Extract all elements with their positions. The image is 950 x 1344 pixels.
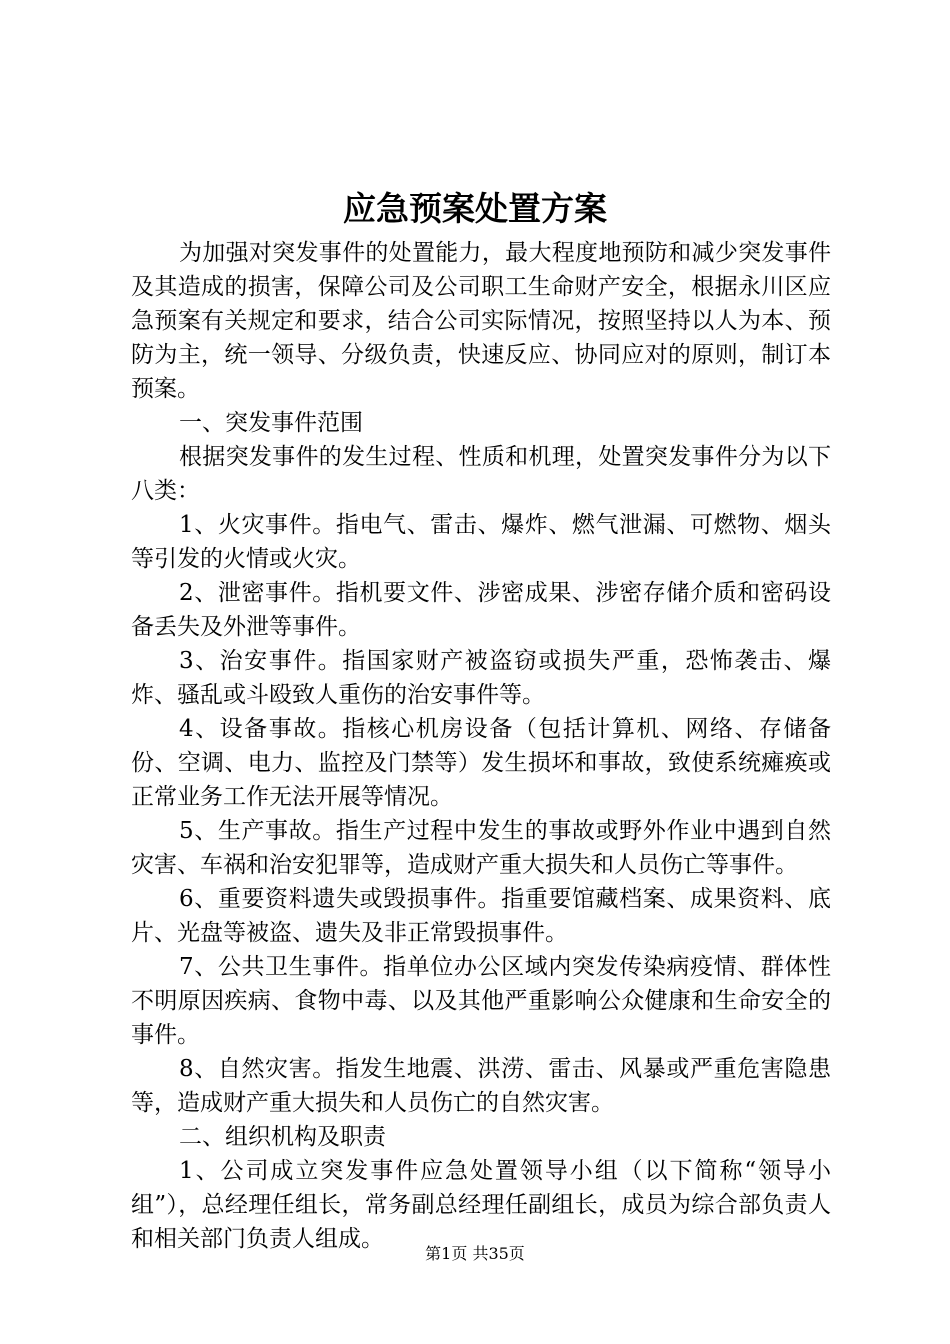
list-item-records: 6、重要资料遗失或毁损事件。指重要馆藏档案、成果资料、底片、光盘等被盗、遗失及非正常毁损事件。 (131, 886, 831, 946)
scope-paragraph: 根据突发事件的发生过程、性质和机理，处置突发事件分为以下八类： (131, 444, 831, 504)
list-item-health: 7、公共卫生事件。指单位办公区域内突发传染病疫情、群体性不明原因疾病、食物中毒、以及其他严重影响公众健康和生命安全的事件。 (131, 954, 831, 1048)
organization-paragraph: 1、公司成立突发事件应急处置领导小组（以下简称“领导小组”），总经理任组长，常务副总经理任副组长，成员为综合部负责人和相关部门负责人组成。 (131, 1158, 831, 1252)
list-item-leak: 2、泄密事件。指机要文件、涉密成果、涉密存储介质和密码设备丢失及外泄等事件。 (131, 580, 831, 640)
section-heading-scope: 一、突发事件范围 (179, 410, 363, 436)
document-title: 应急预案处置方案 (343, 189, 607, 228)
list-item-disaster: 8、自然灾害。指发生地震、洪涝、雷击、风暴或严重危害隐患等，造成财产重大损失和人员伤亡的自然灾害。 (131, 1056, 831, 1116)
intro-paragraph: 为加强对突发事件的处置能力，最大程度地预防和减少突发事件及其造成的损害，保障公司及公司职工生命财产安全，根据永川区应急预案有关规定和要求，结合公司实际情况，按照坚持以人为本、预防为主，统一领导、分级负责，快速反应、协同应对的原则，制订本预案。 (131, 240, 831, 402)
list-item-security: 3、治安事件。指国家财产被盗窃或损失严重，恐怖袭击、爆炸、骚乱或斗殴致人重伤的治安事件等。 (131, 648, 831, 708)
list-item-fire: 1、火灾事件。指电气、雷击、爆炸、燃气泄漏、可燃物、烟头等引发的火情或火灾。 (131, 512, 831, 572)
list-item-equipment: 4、设备事故。指核心机房设备（包括计算机、网络、存储备份、空调、电力、监控及门禁等）发生损坏和事故，致使系统瘫痪或正常业务工作无法开展等情况。 (131, 716, 831, 810)
document-body (131, 236, 831, 1256)
list-item-production: 5、生产事故。指生产过程中发生的事故或野外作业中遇到自然灾害、车祸和治安犯罪等，造成财产重大损失和人员伤亡等事件。 (131, 818, 831, 878)
page-footer: 第1页 共35页 (425, 1244, 525, 1263)
section-heading-organization: 二、组织机构及职责 (179, 1124, 386, 1150)
